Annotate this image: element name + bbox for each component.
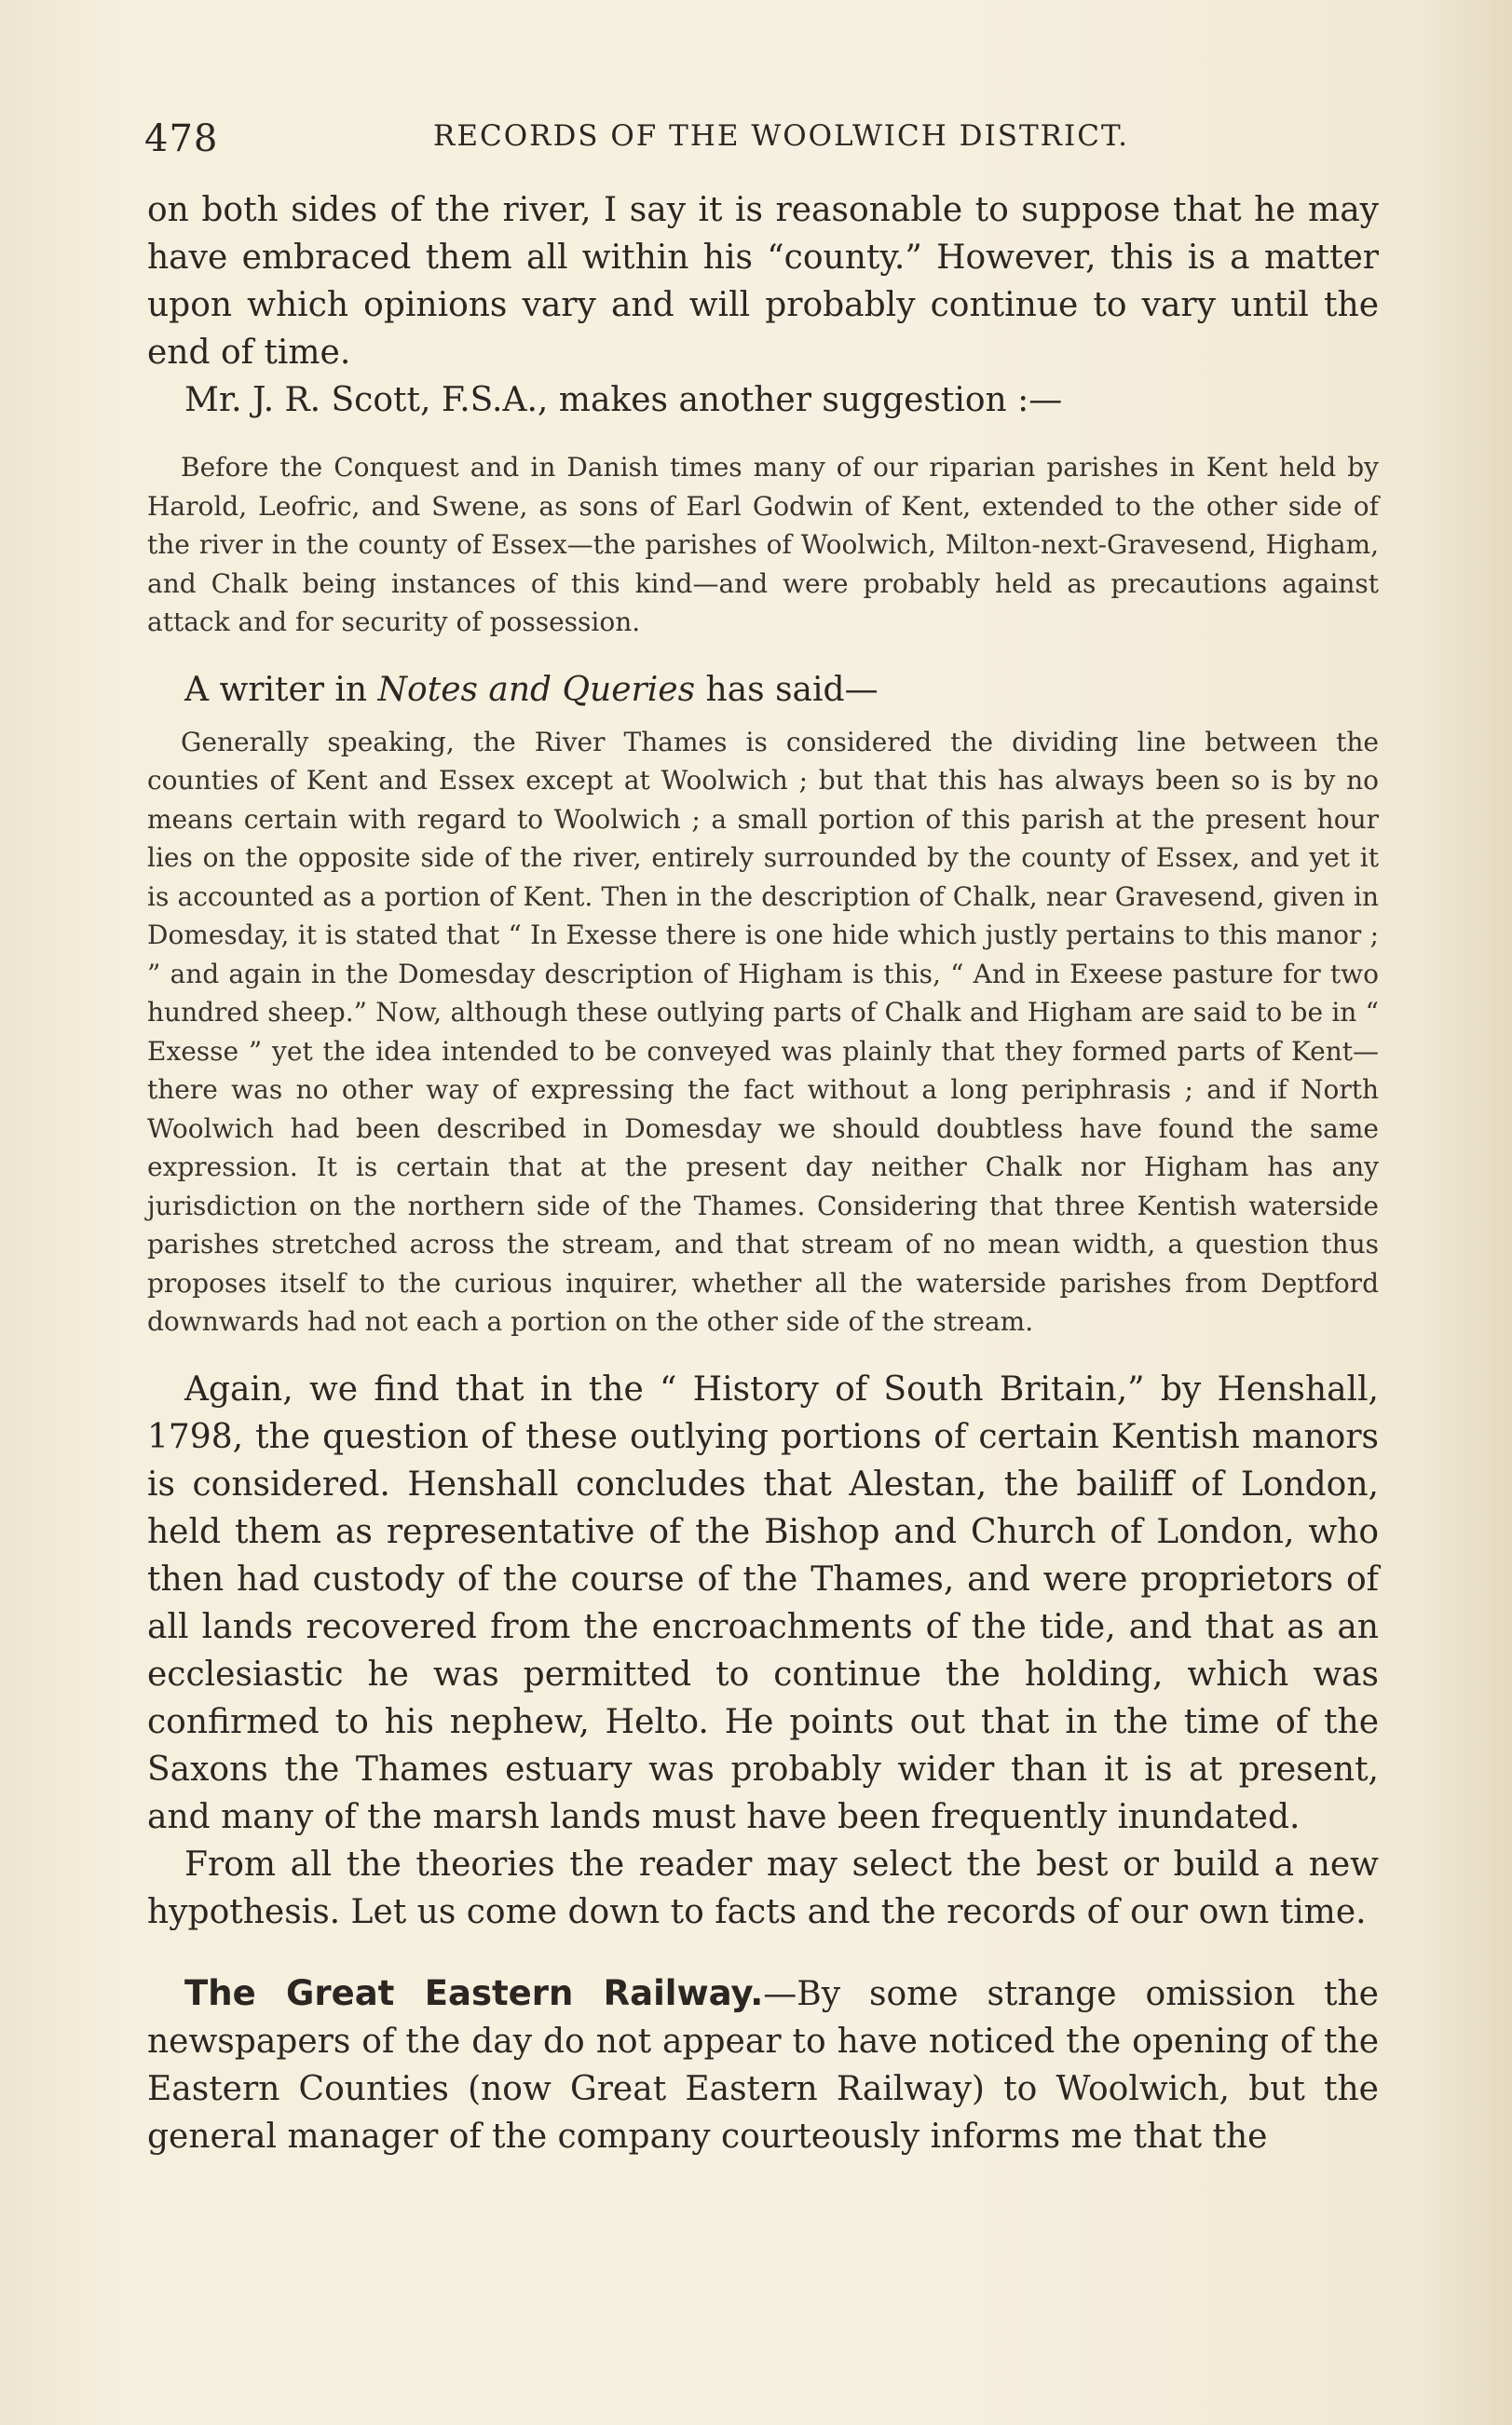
page-body xyxy=(147,186,1379,2160)
paragraph-theories: From all the theories the reader may select the best or build a new hypothesis. Let us come down to facts and the records of our own time. xyxy=(147,1845,1379,1931)
paragraph-great-eastern xyxy=(147,1969,1379,2160)
text-run: A writer in xyxy=(184,670,378,709)
text-run: —By some strange omission the newspapers of the day do not appear to have noticed the opening of the Eastern Counties (now Great Eastern Railway) to Woolwich, but the general manager of the company courteously informs me that the xyxy=(147,1974,1379,2156)
running-title: RECORDS OF THE WOOLWICH DISTRICT. xyxy=(433,119,1129,153)
page-number: 478 xyxy=(144,117,219,160)
page-header xyxy=(144,110,1383,166)
paragraph-notes-queries-intro xyxy=(147,666,1379,714)
publication-title: Notes and Queries xyxy=(377,670,696,709)
paragraph-henshall: Again, we find that in the “ History of South Britain,” by Henshall, 1798, the question of these outlying portions of certain Kentish manors is considered. Henshall concludes that Alestan, the bailiff of London, held them as representative of the Bishop and Church of London, who then had custody of the course of the Thames, and were proprietors of all lands recovered from the encroachments of the tide, and that as an ecclesiastic he was permitted to continue the holding, which was confirmed to his nephew, Helto. He points out that in the time of the Saxons the Thames estuary was probably wider than it is at present, and many of the marsh lands must have been frequently inundated. xyxy=(147,1369,1379,1836)
paragraph-continuation: on both sides of the river, I say it is reasonable to suppose that he may have embraced them all within his “county.” However, this is a matter upon which opinions vary and will probably continue to vary until the end of time. xyxy=(147,191,1379,372)
paragraph-scott-intro: Mr. J. R. Scott, F.S.A., makes another suggestion :— xyxy=(184,381,1063,419)
text-run: has said— xyxy=(695,670,879,709)
section-heading: The Great Eastern Railway. xyxy=(184,1972,764,2013)
block-quote-notes-queries: Generally speaking, the River Thames is considered the dividing line between the counties of Kent and Essex except at Woolwich ; but that this has always been so is by no means certain with regard to Woolwich ; a small portion of this parish at the present hour lies on the opposite side of the river, entirely surrounded by the county of Essex, and yet it is accounted as a portion of Kent. Then in the description of Chalk, near Gravesend, given in Domesday, it is stated that “ In Exesse there is one hide which justly pertains to this manor ; ” and again in the Domesday description of Higham is this, “ And in Exeese pasture for two hundred sheep.” Now, although these outlying parts of Chalk and Higham are said to be in “ Exesse ” yet the idea intended to be conveyed was plainly that they formed parts of Kent—there was no other way of expressing the fact without a long periphrasis ; and if North Woolwich had been described in Domesday we should doubtless have found the same expression. It is certain that at the present day neither Chalk nor Higham has any jurisdiction on the northern side of the Thames. Considering that three Kentish waterside parishes stretched across the stream, and that stream of no mean width, a question thus proposes itself to the curious inquirer, whether all the waterside parishes from Deptford downwards had not each a portion on the other side of the stream. xyxy=(147,726,1379,1337)
block-quote-scott: Before the Conquest and in Danish times many of our riparian parishes in Kent held by Harold, Leofric, and Swene, as sons of Earl Godwin of Kent, extended to the other side of the river in the county of Essex—the parishes of Woolwich, Milton-next-Gravesend, Higham, and Chalk being instances of this kind—and were probably held as precautions against attack and for security of possession. xyxy=(147,452,1379,637)
